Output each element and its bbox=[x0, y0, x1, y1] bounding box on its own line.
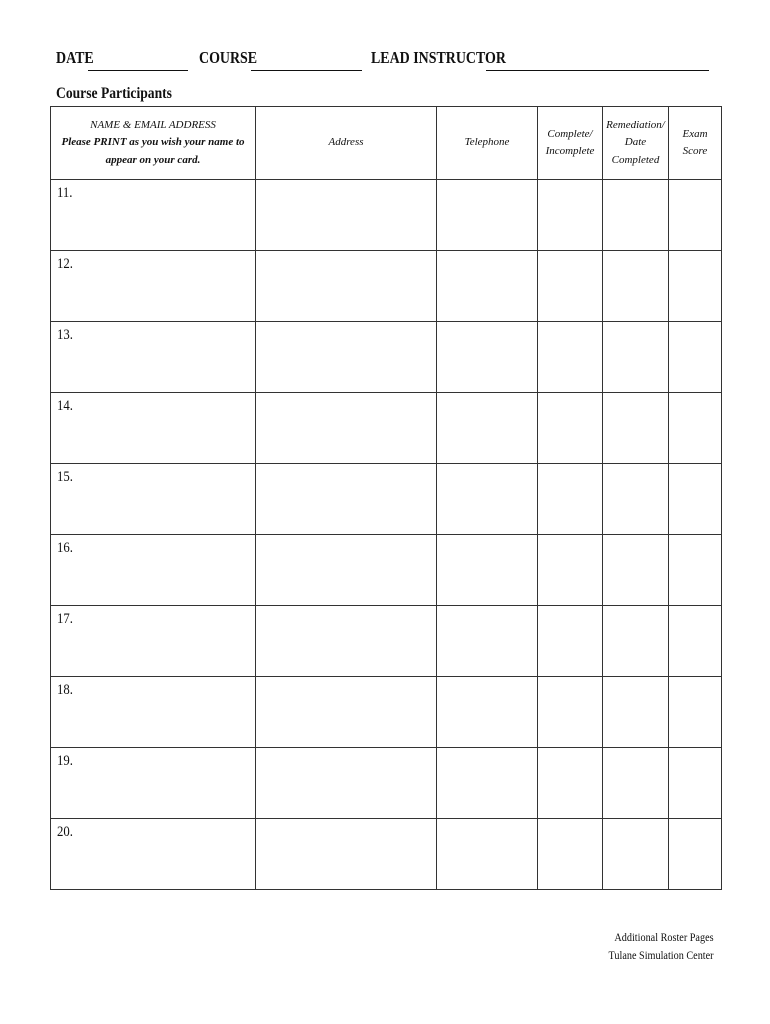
telephone-cell[interactable] bbox=[437, 322, 538, 393]
telephone-cell[interactable] bbox=[437, 748, 538, 819]
table-row bbox=[51, 322, 722, 393]
remediation-cell[interactable] bbox=[603, 251, 669, 322]
date-field[interactable] bbox=[88, 70, 188, 71]
name-email-cell[interactable] bbox=[51, 677, 256, 748]
name-email-cell[interactable] bbox=[51, 322, 256, 393]
name-email-cell[interactable] bbox=[51, 535, 256, 606]
address-header: Address bbox=[256, 107, 437, 180]
complete-cell[interactable] bbox=[538, 464, 603, 535]
exam-score-cell[interactable] bbox=[669, 819, 722, 890]
section-title: Course Participants bbox=[56, 85, 172, 102]
address-cell[interactable] bbox=[256, 606, 437, 677]
remediation-cell[interactable] bbox=[603, 819, 669, 890]
complete-cell[interactable] bbox=[538, 251, 603, 322]
footer bbox=[590, 928, 714, 964]
roster-header bbox=[56, 48, 716, 74]
row-number: 15. bbox=[57, 469, 73, 485]
remediation-cell[interactable] bbox=[603, 748, 669, 819]
remediation-cell[interactable] bbox=[603, 677, 669, 748]
remediation-cell[interactable] bbox=[603, 322, 669, 393]
course-label: COURSE bbox=[199, 48, 258, 67]
exam-score-cell[interactable] bbox=[669, 393, 722, 464]
complete-cell[interactable] bbox=[538, 322, 603, 393]
telephone-cell[interactable] bbox=[437, 535, 538, 606]
table-row bbox=[51, 393, 722, 464]
remediation-header: Remediation/ Date Completed bbox=[603, 107, 669, 180]
exam-score-cell[interactable] bbox=[669, 677, 722, 748]
name-email-header-instruction: Please PRINT as you wish your name to appear on your card. bbox=[61, 136, 245, 166]
complete-cell[interactable] bbox=[538, 748, 603, 819]
row-number: 19. bbox=[57, 753, 73, 769]
footer-line-1: Additional Roster Pages bbox=[614, 930, 714, 944]
complete-cell[interactable] bbox=[538, 606, 603, 677]
complete-cell[interactable] bbox=[538, 535, 603, 606]
name-email-cell[interactable] bbox=[51, 606, 256, 677]
exam-score-cell[interactable] bbox=[669, 535, 722, 606]
row-number: 16. bbox=[57, 540, 73, 556]
table-row bbox=[51, 748, 722, 819]
telephone-cell[interactable] bbox=[437, 464, 538, 535]
table-row bbox=[51, 535, 722, 606]
address-cell[interactable] bbox=[256, 251, 437, 322]
telephone-cell[interactable] bbox=[437, 180, 538, 251]
complete-cell[interactable] bbox=[538, 180, 603, 251]
name-email-cell[interactable] bbox=[51, 748, 256, 819]
table-row bbox=[51, 606, 722, 677]
remediation-cell[interactable] bbox=[603, 393, 669, 464]
table-row bbox=[51, 677, 722, 748]
name-email-cell[interactable] bbox=[51, 819, 256, 890]
row-number: 13. bbox=[57, 327, 73, 343]
table-row bbox=[51, 180, 722, 251]
exam-score-cell[interactable] bbox=[669, 322, 722, 393]
name-email-cell[interactable] bbox=[51, 180, 256, 251]
exam-score-cell[interactable] bbox=[669, 180, 722, 251]
address-cell[interactable] bbox=[256, 393, 437, 464]
exam-score-header: Exam Score bbox=[669, 107, 722, 180]
row-number: 14. bbox=[57, 398, 73, 414]
name-email-header bbox=[51, 107, 256, 180]
footer-line-2: Tulane Simulation Center bbox=[608, 948, 714, 962]
course-field[interactable] bbox=[251, 70, 362, 71]
row-number: 12. bbox=[57, 256, 73, 272]
name-email-header-title: NAME & EMAIL ADDRESS bbox=[90, 119, 216, 132]
name-email-cell[interactable] bbox=[51, 251, 256, 322]
row-number: 20. bbox=[57, 824, 73, 840]
address-cell[interactable] bbox=[256, 180, 437, 251]
row-number: 18. bbox=[57, 682, 73, 698]
address-cell[interactable] bbox=[256, 677, 437, 748]
table-row bbox=[51, 251, 722, 322]
exam-score-cell[interactable] bbox=[669, 606, 722, 677]
date-label: DATE bbox=[56, 48, 94, 67]
telephone-cell[interactable] bbox=[437, 677, 538, 748]
telephone-cell[interactable] bbox=[437, 819, 538, 890]
address-cell[interactable] bbox=[256, 535, 437, 606]
table-row bbox=[51, 464, 722, 535]
lead-instructor-label: LEAD INSTRUCTOR bbox=[371, 48, 506, 67]
participants-table bbox=[50, 106, 722, 890]
complete-header: Complete/ Incomplete bbox=[538, 107, 603, 180]
name-email-cell[interactable] bbox=[51, 464, 256, 535]
telephone-cell[interactable] bbox=[437, 393, 538, 464]
remediation-cell[interactable] bbox=[603, 180, 669, 251]
remediation-cell[interactable] bbox=[603, 464, 669, 535]
complete-cell[interactable] bbox=[538, 819, 603, 890]
row-number: 11. bbox=[57, 185, 73, 201]
exam-score-cell[interactable] bbox=[669, 464, 722, 535]
exam-score-cell[interactable] bbox=[669, 748, 722, 819]
telephone-cell[interactable] bbox=[437, 606, 538, 677]
table-header-row bbox=[51, 107, 722, 180]
complete-cell[interactable] bbox=[538, 393, 603, 464]
name-email-cell[interactable] bbox=[51, 393, 256, 464]
address-cell[interactable] bbox=[256, 819, 437, 890]
telephone-header: Telephone bbox=[437, 107, 538, 180]
table-row bbox=[51, 819, 722, 890]
row-number: 17. bbox=[57, 611, 73, 627]
address-cell[interactable] bbox=[256, 748, 437, 819]
telephone-cell[interactable] bbox=[437, 251, 538, 322]
exam-score-cell[interactable] bbox=[669, 251, 722, 322]
complete-cell[interactable] bbox=[538, 677, 603, 748]
remediation-cell[interactable] bbox=[603, 535, 669, 606]
address-cell[interactable] bbox=[256, 464, 437, 535]
address-cell[interactable] bbox=[256, 322, 437, 393]
remediation-cell[interactable] bbox=[603, 606, 669, 677]
lead-instructor-field[interactable] bbox=[486, 70, 709, 71]
